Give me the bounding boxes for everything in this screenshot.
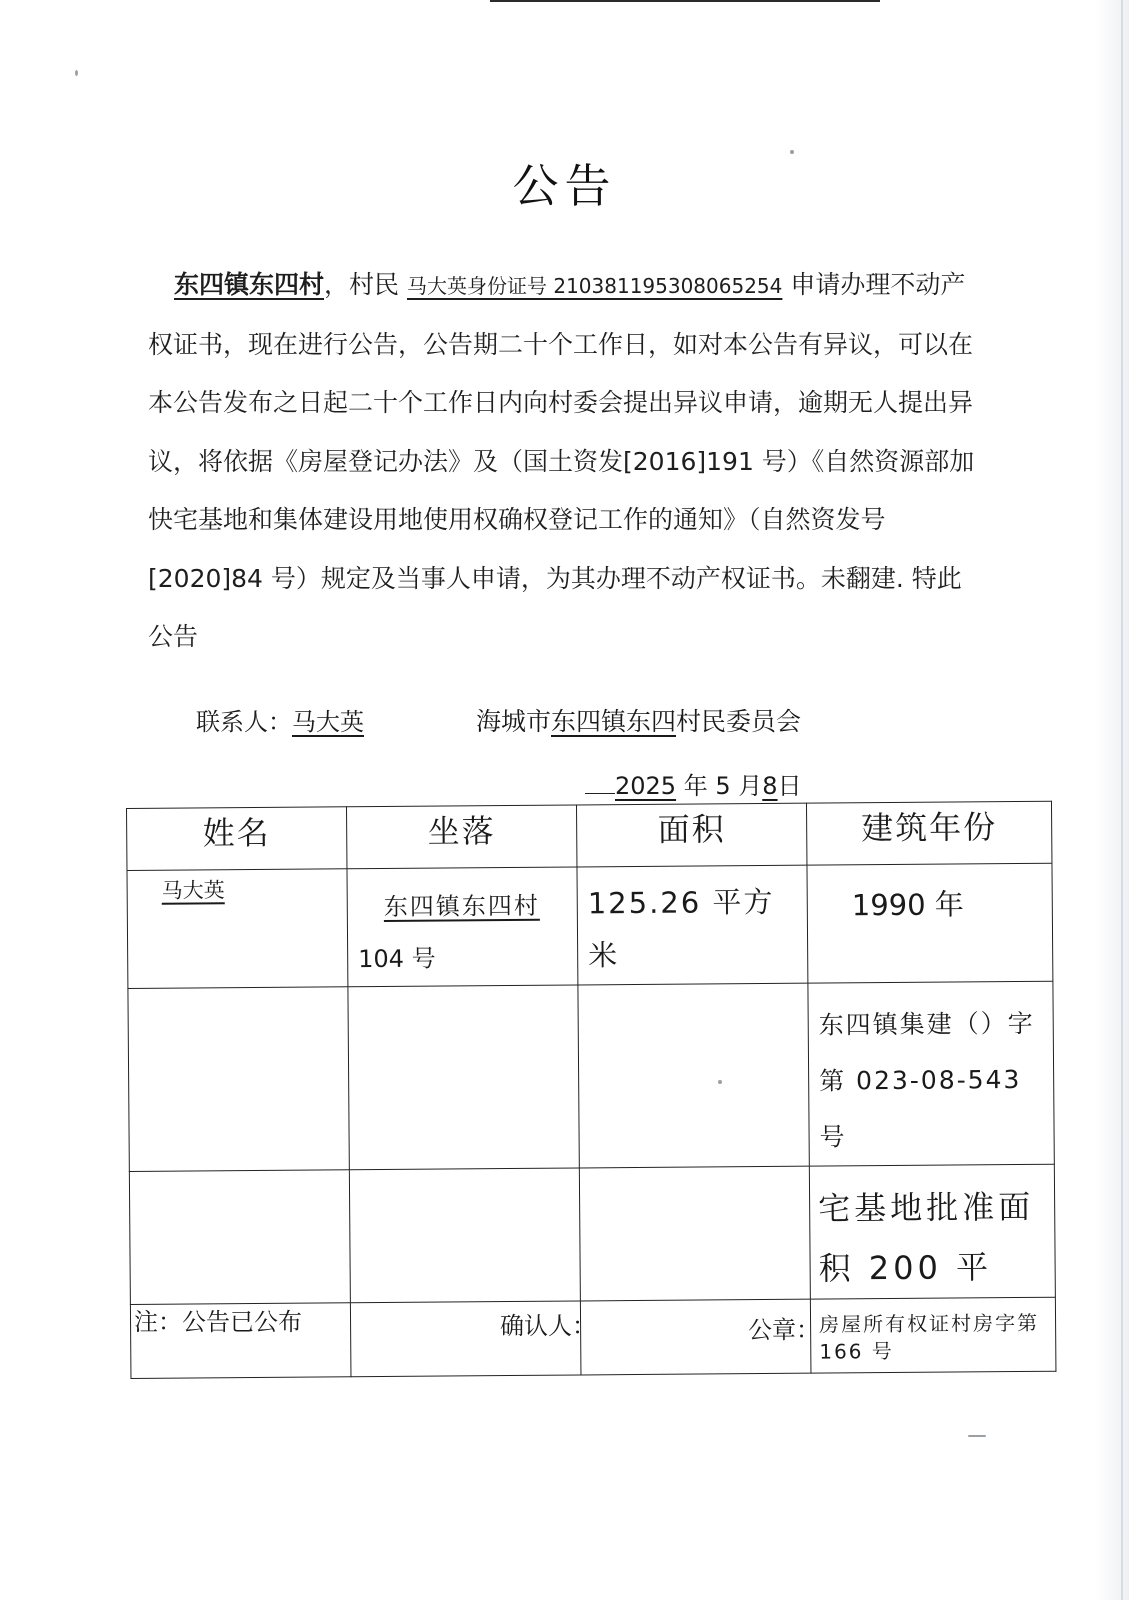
table-row [129, 1164, 1055, 1304]
village-name: 东四镇东四村 [174, 270, 325, 299]
cell-empty [349, 1168, 580, 1303]
announcement-body [148, 256, 983, 667]
date-year-unit: 年 [683, 772, 708, 800]
scan-speck [790, 150, 794, 154]
cell-location [347, 867, 578, 987]
cell-empty [129, 1170, 350, 1305]
table-header-row [127, 801, 1052, 870]
cell-empty [579, 1166, 810, 1301]
page-title: 公告 [512, 159, 617, 213]
contact-name: 马大英 [292, 708, 364, 736]
property-table [126, 801, 1056, 1379]
footer-confirm: 确认人： [500, 1312, 596, 1340]
cell-empty [348, 985, 579, 1170]
header-build-year: 建筑年份 [806, 801, 1051, 865]
issue-date [585, 766, 802, 801]
footer-note: 注：公告已公布 [134, 1308, 302, 1336]
date-day: 8 [762, 772, 778, 800]
body-main-text: 申请办理不动产权证书，现在进行公告，公告期二十个工作日，如对本公告有异议，可以在本公告发布之日起二十个工作日内向村委会提出异议申请，逾期无人提出异议，将依据《房屋登记办法》及（国土资发[2016]191 号）《自然资源部加快宅基地和集体建设用地使用权确权登记工作的通知》（自然资发号[2020]84 号）规定及当事人申请，为其办理不动产权证书。未翻建. 特此公告 [148, 270, 975, 651]
header-area: 面积 [576, 803, 806, 867]
scan-edge-top [490, 0, 880, 2]
header-location: 坐落 [346, 805, 576, 869]
location-line2: 104 号 [358, 944, 436, 974]
date-blank [585, 793, 615, 794]
location-line1: 东四镇东四村 [383, 891, 540, 921]
cell-homestead-area: 宅基地批准面积 200 平 [809, 1164, 1055, 1299]
scan-speck [718, 1080, 722, 1084]
table-row [128, 981, 1054, 1171]
date-month: 5 [715, 772, 731, 800]
date-month-unit: 月 [738, 772, 763, 800]
cell-name [127, 869, 348, 989]
owner-name: 马大英 [161, 878, 225, 903]
scan-speck [75, 70, 78, 76]
date-day-unit: 日 [777, 772, 802, 800]
cell-area: 125.26 平方米 [577, 865, 808, 985]
footer-seal: 公章： [748, 1316, 820, 1344]
header-name: 姓名 [127, 807, 347, 871]
cell-empty [578, 983, 809, 1168]
contact-label: 联系人： [196, 708, 292, 736]
scan-speck [968, 1435, 986, 1437]
cell-build-year: 1990 年 [807, 863, 1053, 983]
cell-collective-cert: 东四镇集建（）字第 023-08-543 号 [808, 981, 1054, 1166]
applicant-id-line: 马大英身份证号 210381195308065254 [406, 274, 783, 298]
scan-edge-right [1121, 0, 1123, 1600]
table-row [127, 863, 1053, 988]
committee-town-village: 东四镇东四 [551, 707, 677, 736]
cell-empty [128, 987, 349, 1172]
villager-prefix: ，村民 [324, 270, 400, 299]
committee-suffix: 村民委员会 [676, 707, 802, 736]
cell-house-cert: 房屋所有权证村房字第 166 号 [810, 1297, 1056, 1373]
committee-name [476, 702, 801, 738]
contact-line [196, 702, 364, 737]
committee-prefix: 海城市 [476, 707, 552, 736]
date-year: 2025 [615, 772, 677, 800]
